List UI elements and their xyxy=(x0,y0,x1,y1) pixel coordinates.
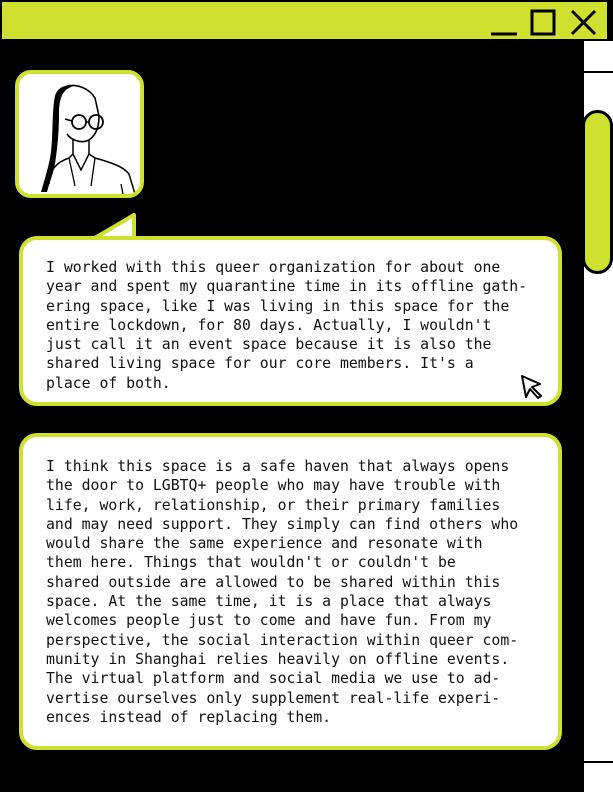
message-bubble xyxy=(19,236,562,406)
close-icon xyxy=(568,8,598,38)
scrollbar-divider xyxy=(584,761,613,763)
scrollbar-divider xyxy=(584,71,613,73)
message-text: I think this space is a safe haven that always opens the door to LGBTQ+ people who may have trouble with life, work, relationship, or their primary families and may need support. They simply can find others who would share the same experience and resonate with them here. Things that wouldn't or couldn't be shared outside are allowed to be shared within this space. At the same time, it is a place that always welcomes people just to come and have fun. From my perspective, the social interaction within queer com- munity in Shanghai relies heavily on offline events. The virtual platform and social media we use to ad- vertise ourselves only supplement real-life experi- ences instead of replacing them. xyxy=(46,458,519,726)
mouse-pointer-icon xyxy=(519,374,545,400)
close-button[interactable] xyxy=(568,8,598,38)
avatar xyxy=(15,70,144,198)
minimize-icon xyxy=(489,8,519,38)
title-bar xyxy=(0,0,609,41)
person-with-glasses-avatar-icon xyxy=(19,74,140,194)
message-text: I worked with this queer organization for about one year and spent my quarantine time in its offline gath- ering space, like I was living in this space for the entire lockdown, for 80 days. Actually, I wouldn't just call it an event space because it is also the shared living space for our core members. It's a place of both. xyxy=(46,259,528,392)
maximize-icon xyxy=(528,8,558,38)
scrollbar-thumb[interactable] xyxy=(582,110,613,274)
minimize-button[interactable] xyxy=(489,8,519,38)
maximize-button[interactable] xyxy=(528,8,558,38)
message-bubble xyxy=(19,433,562,750)
